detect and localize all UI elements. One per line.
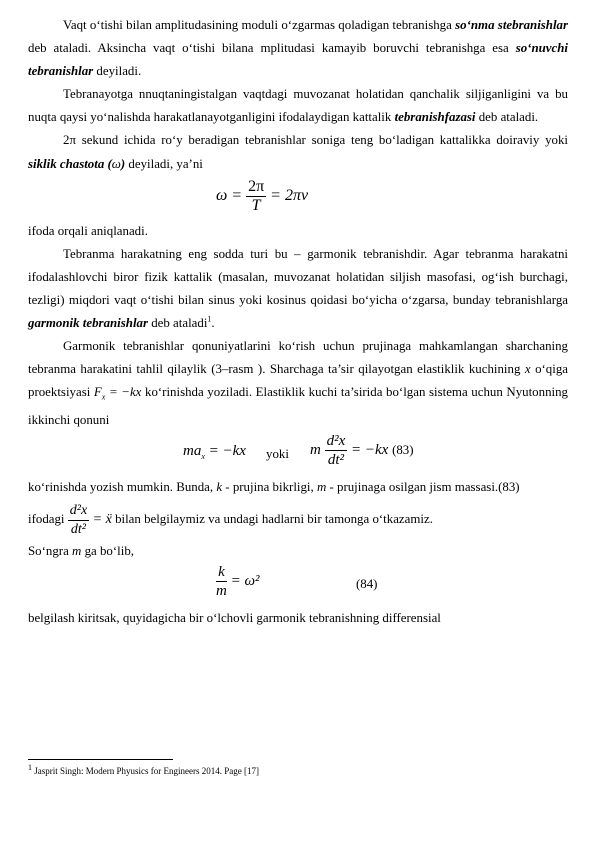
- equation-omega: [28, 176, 568, 220]
- fraction: [216, 563, 227, 600]
- fraction-numerator: d²x: [326, 433, 346, 450]
- paragraph-spring: [28, 335, 568, 432]
- text: Vaqt o‘tishi bilan amplitudasining moduli o‘zgarmas qoladigan tebranishga: [63, 18, 456, 32]
- subscript: x: [101, 392, 106, 402]
- footnote-marker: 1: [28, 763, 32, 772]
- equation-number: (84): [356, 577, 378, 592]
- paragraph-text: belgilash kiritsak, quyidagicha bir o‘lchovli garmonik tebranishning differensial: [28, 611, 441, 626]
- text: ko‘rinishda yoziladi. Elastiklik kuchi ta’sirida bo‘lgan sistema uchun Nyutonning ikkinchi qonuni: [28, 385, 568, 427]
- paragraph-phase: [28, 83, 568, 129]
- eq-rhs: = ω²: [226, 573, 260, 590]
- equation-newton: [28, 432, 568, 476]
- eq-text: = −kx: [105, 385, 142, 400]
- omega-symbol: ω: [111, 156, 121, 171]
- fraction-numerator: k: [216, 563, 227, 582]
- paragraph-definitions: [28, 476, 568, 499]
- text: deb ataladi. Aksincha vaqt o‘tishi bilana mplitudasi kamayib boruvchi tebranishga esa: [28, 41, 516, 56]
- equation-number: (83): [392, 443, 414, 458]
- eq-rhs: = −kx: [204, 443, 246, 460]
- text: ko‘rinishda yozish mumkin. Bunda,: [28, 480, 217, 495]
- paragraph-undamped: [28, 14, 568, 83]
- fraction-denominator: m: [216, 583, 227, 600]
- fraction: [68, 502, 89, 539]
- fraction-numerator: d²x: [68, 502, 89, 521]
- text: ifodagi: [28, 512, 68, 527]
- text: deyiladi, ya’ni: [125, 156, 203, 171]
- eq-rhs: = 2πν: [270, 186, 309, 204]
- paragraph-harmonic: [28, 243, 568, 335]
- text: ): [120, 156, 126, 171]
- var-m: m: [316, 480, 327, 495]
- fraction-denominator: dt²: [327, 452, 344, 469]
- text: ga bo‘lib,: [81, 544, 134, 559]
- footnote-divider: [28, 759, 173, 760]
- footnote: [28, 765, 259, 777]
- text: So‘ngra: [28, 544, 73, 559]
- text-or: yoki: [266, 447, 289, 462]
- var-x: x: [524, 362, 531, 377]
- eq-rhs: = −kx: [351, 442, 389, 459]
- text: Tebranayotga nnuqtaningistalgan vaqtdagi muvozanat holatidan qanchalik siljiganligini va bu nuqta qaysi yo‘nalishda harakatlanayotganligini ifodalaydigan kattalik: [28, 87, 568, 125]
- paragraph-notation: [28, 499, 568, 540]
- text: - prujinaga osilgan jism massasi.(83): [326, 480, 520, 495]
- document-body: [28, 14, 568, 630]
- text: o‘qiga proektsiyasi: [28, 362, 569, 400]
- text: Tebranma harakatning eng sodda turi bu – garmonik tebranishdir. Agar tebranma harakatni ifodalashlovchi biror fizik kattalik (masalan, muvozanat holatidan siljish masofasi, og‘ish burchagi, tezligi) miqdori vaqt o‘tishi bilan sinus yoki kosinus qoidasi bo‘yicha o‘zgarsa, bunday tebranishlarga: [28, 246, 568, 307]
- term-frequency: siklik chastota (: [28, 156, 112, 171]
- text: Garmonik tebranishlar qonuniyatlarini ko‘rish uchun prujinaga mahkamlangan sharchaning tebranma harakatini tahlil qilaylik (3–rasm ). Sharchaga ta’sir qilayotgan elastiklik kuchining: [28, 339, 568, 377]
- term-damped: so‘nuvchi tebranishlar: [28, 41, 568, 79]
- text: - prujina bikrligi,: [222, 480, 317, 495]
- subscript: x: [201, 452, 205, 462]
- paragraph-frequency: [28, 129, 568, 175]
- term-harmonic: garmonik tebranishlar: [28, 316, 148, 331]
- var-m: m: [72, 544, 82, 559]
- eq-lhs: ma: [183, 443, 202, 460]
- fraction: [325, 432, 348, 469]
- eq-lhs: ω =: [216, 186, 243, 204]
- term-undamped: so‘nma stebranishlar: [455, 18, 569, 32]
- var-k: k: [216, 480, 223, 495]
- fraction-numerator: 2π: [248, 177, 265, 195]
- text: deb ataladi: [148, 316, 208, 331]
- fraction: [246, 178, 266, 215]
- eq-text: = ẍ: [89, 512, 112, 528]
- paragraph-divide: [28, 540, 568, 563]
- fraction-denominator: dt²: [70, 521, 86, 537]
- text: .: [211, 316, 215, 331]
- term-phase: tebranishfazasi: [394, 110, 476, 125]
- text: deyiladi.: [93, 64, 142, 79]
- text: bilan belgilaymiz va undagi hadlarni bir tamonga o‘tkazamiz.: [111, 512, 433, 527]
- footnote-text: Jasprit Singh: Modern Phyusics for Engineers 2014. Page [17]: [32, 766, 259, 776]
- text: 2π sekund ichida ro‘y beradigan tebranishlar soniga teng bo‘ladigan kattalikka doiraviy yoki: [63, 133, 568, 148]
- var-m: m: [310, 442, 321, 459]
- text: deb ataladi.: [475, 110, 539, 125]
- var-F: F: [93, 385, 102, 400]
- footnote-ref[interactable]: 1: [207, 314, 212, 324]
- equation-omega-squared: [28, 563, 568, 607]
- paragraph-text: ifoda orqali aniqlanadi.: [28, 223, 148, 238]
- fraction-denominator: T: [251, 196, 261, 214]
